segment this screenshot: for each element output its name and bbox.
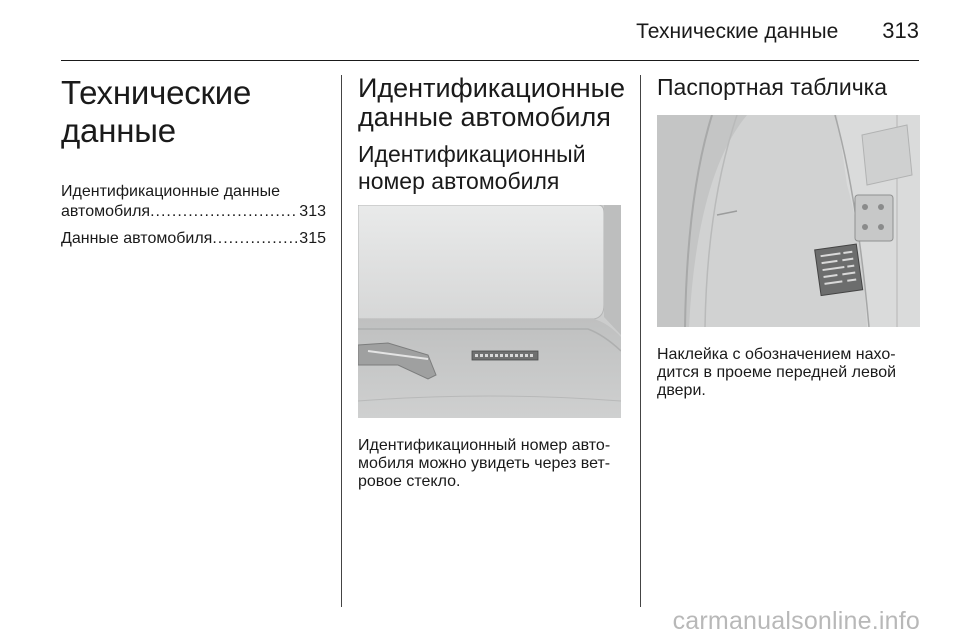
toc-entry-text: Данные автомобиля bbox=[61, 230, 213, 247]
header-rule bbox=[61, 60, 919, 61]
subsection-title-line1: Идентификационный bbox=[358, 141, 586, 167]
id-plate-title: Паспортная табличка bbox=[657, 74, 888, 100]
column-divider-right bbox=[640, 75, 641, 607]
door-pillar-plate-illustration bbox=[657, 115, 920, 327]
windshield-vin-illustration bbox=[358, 205, 621, 418]
door-pillar-plate-icon bbox=[657, 115, 920, 327]
caption-line: двери. bbox=[657, 382, 706, 399]
caption-line: Идентификационный номер авто- bbox=[358, 437, 611, 454]
figure-caption bbox=[358, 437, 623, 491]
toc-entry-vehicle-data[interactable] bbox=[61, 229, 326, 249]
toc-dot-leader bbox=[212, 229, 297, 249]
toc-entry-text: Идентификационные данные bbox=[61, 183, 281, 200]
running-header-title: Технические данные bbox=[636, 20, 839, 43]
toc-leader bbox=[61, 229, 326, 249]
toc-entry-text-cont: автомобиля bbox=[61, 203, 151, 220]
section-title bbox=[358, 73, 626, 132]
chapter-title: Технические данные bbox=[61, 74, 252, 149]
toc-entry-vehicle-identification[interactable] bbox=[61, 182, 326, 222]
running-header bbox=[636, 18, 919, 44]
toc-leader bbox=[61, 202, 326, 222]
toc-page-number: 315 bbox=[299, 230, 326, 247]
windshield-vin-icon bbox=[358, 205, 621, 418]
column-divider-left bbox=[341, 75, 342, 607]
column-id-plate bbox=[657, 74, 921, 400]
caption-line: дится в проеме передней левой bbox=[657, 364, 897, 381]
section-title-line1: Идентификационные bbox=[358, 73, 626, 103]
page-number: 313 bbox=[882, 18, 919, 43]
toc-page-number: 313 bbox=[299, 203, 326, 220]
subsection-title bbox=[358, 141, 623, 195]
column-toc bbox=[61, 74, 326, 256]
caption-line: мобиля можно увидеть через вет- bbox=[358, 455, 611, 472]
subsection-title-line2: номер автомобиля bbox=[358, 168, 560, 194]
figure-caption bbox=[657, 346, 921, 400]
section-title-line2: данные автомобиля bbox=[358, 102, 611, 132]
column-vehicle-identification bbox=[358, 73, 626, 491]
caption-line: Наклейка с обозначением нахо- bbox=[657, 346, 896, 363]
caption-line: ровое стекло. bbox=[358, 473, 461, 490]
watermark: carmanualsonline.info bbox=[672, 607, 920, 635]
toc-dot-leader bbox=[150, 202, 297, 222]
